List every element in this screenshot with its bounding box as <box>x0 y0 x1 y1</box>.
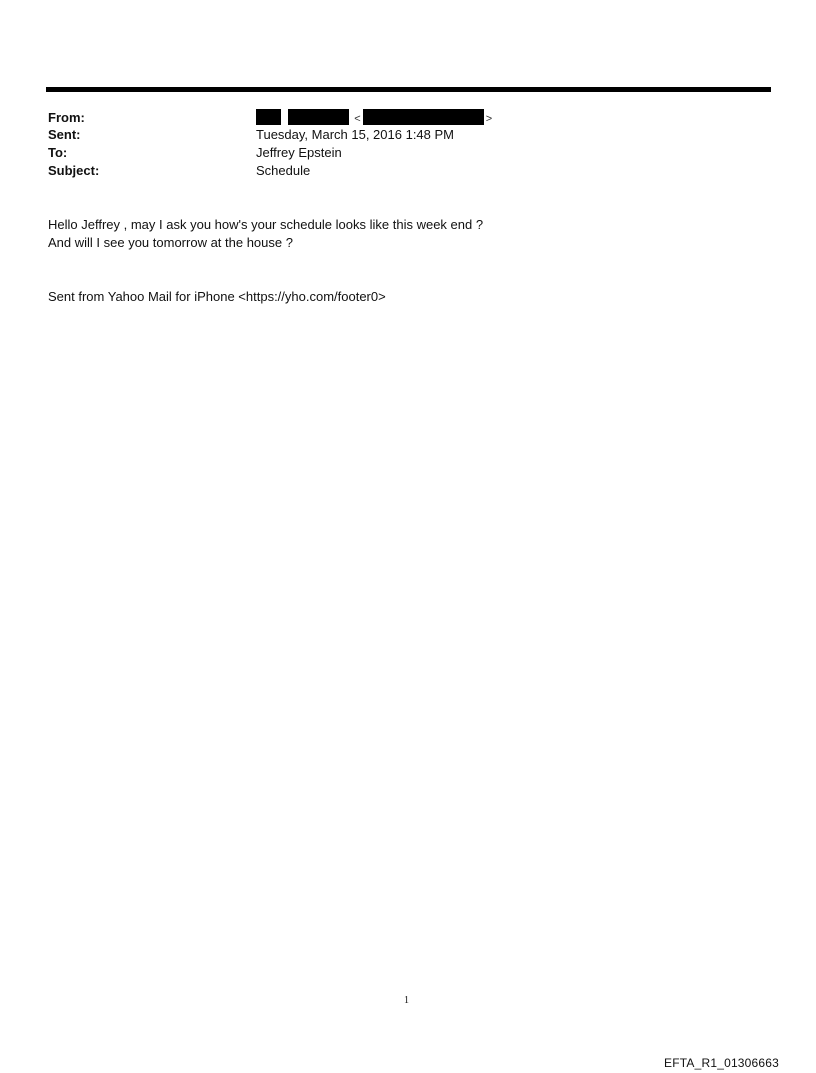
from-label: From: <box>48 110 85 125</box>
body-line-2: And will I see you tomorrow at the house ? <box>48 235 293 250</box>
subject-row <box>48 162 748 180</box>
from-row <box>48 109 748 127</box>
from-open-bracket: < <box>354 113 361 125</box>
to-value: Jeffrey Epstein <box>256 145 342 160</box>
to-row <box>48 144 748 162</box>
sent-value: Tuesday, March 15, 2016 1:48 PM <box>256 127 454 142</box>
from-close-bracket: > <box>485 113 493 125</box>
body-line-1: Hello Jeffrey , may I ask you how's your schedule looks like this week end ? <box>48 217 484 232</box>
subject-value: Schedule <box>256 163 311 178</box>
page-number: 1 <box>404 995 409 1006</box>
header-divider-rule <box>46 87 771 92</box>
redaction-box <box>363 109 484 125</box>
redaction-box <box>288 109 349 125</box>
sent-row <box>48 126 748 144</box>
sent-label: Sent: <box>48 127 81 142</box>
to-label: To: <box>48 145 68 160</box>
redaction-box <box>256 109 281 125</box>
bates-number: EFTA_R1_01306663 <box>664 1056 780 1070</box>
subject-label: Subject: <box>48 163 100 178</box>
signature-line: Sent from Yahoo Mail for iPhone <https://yho.com/footer0> <box>48 289 386 304</box>
